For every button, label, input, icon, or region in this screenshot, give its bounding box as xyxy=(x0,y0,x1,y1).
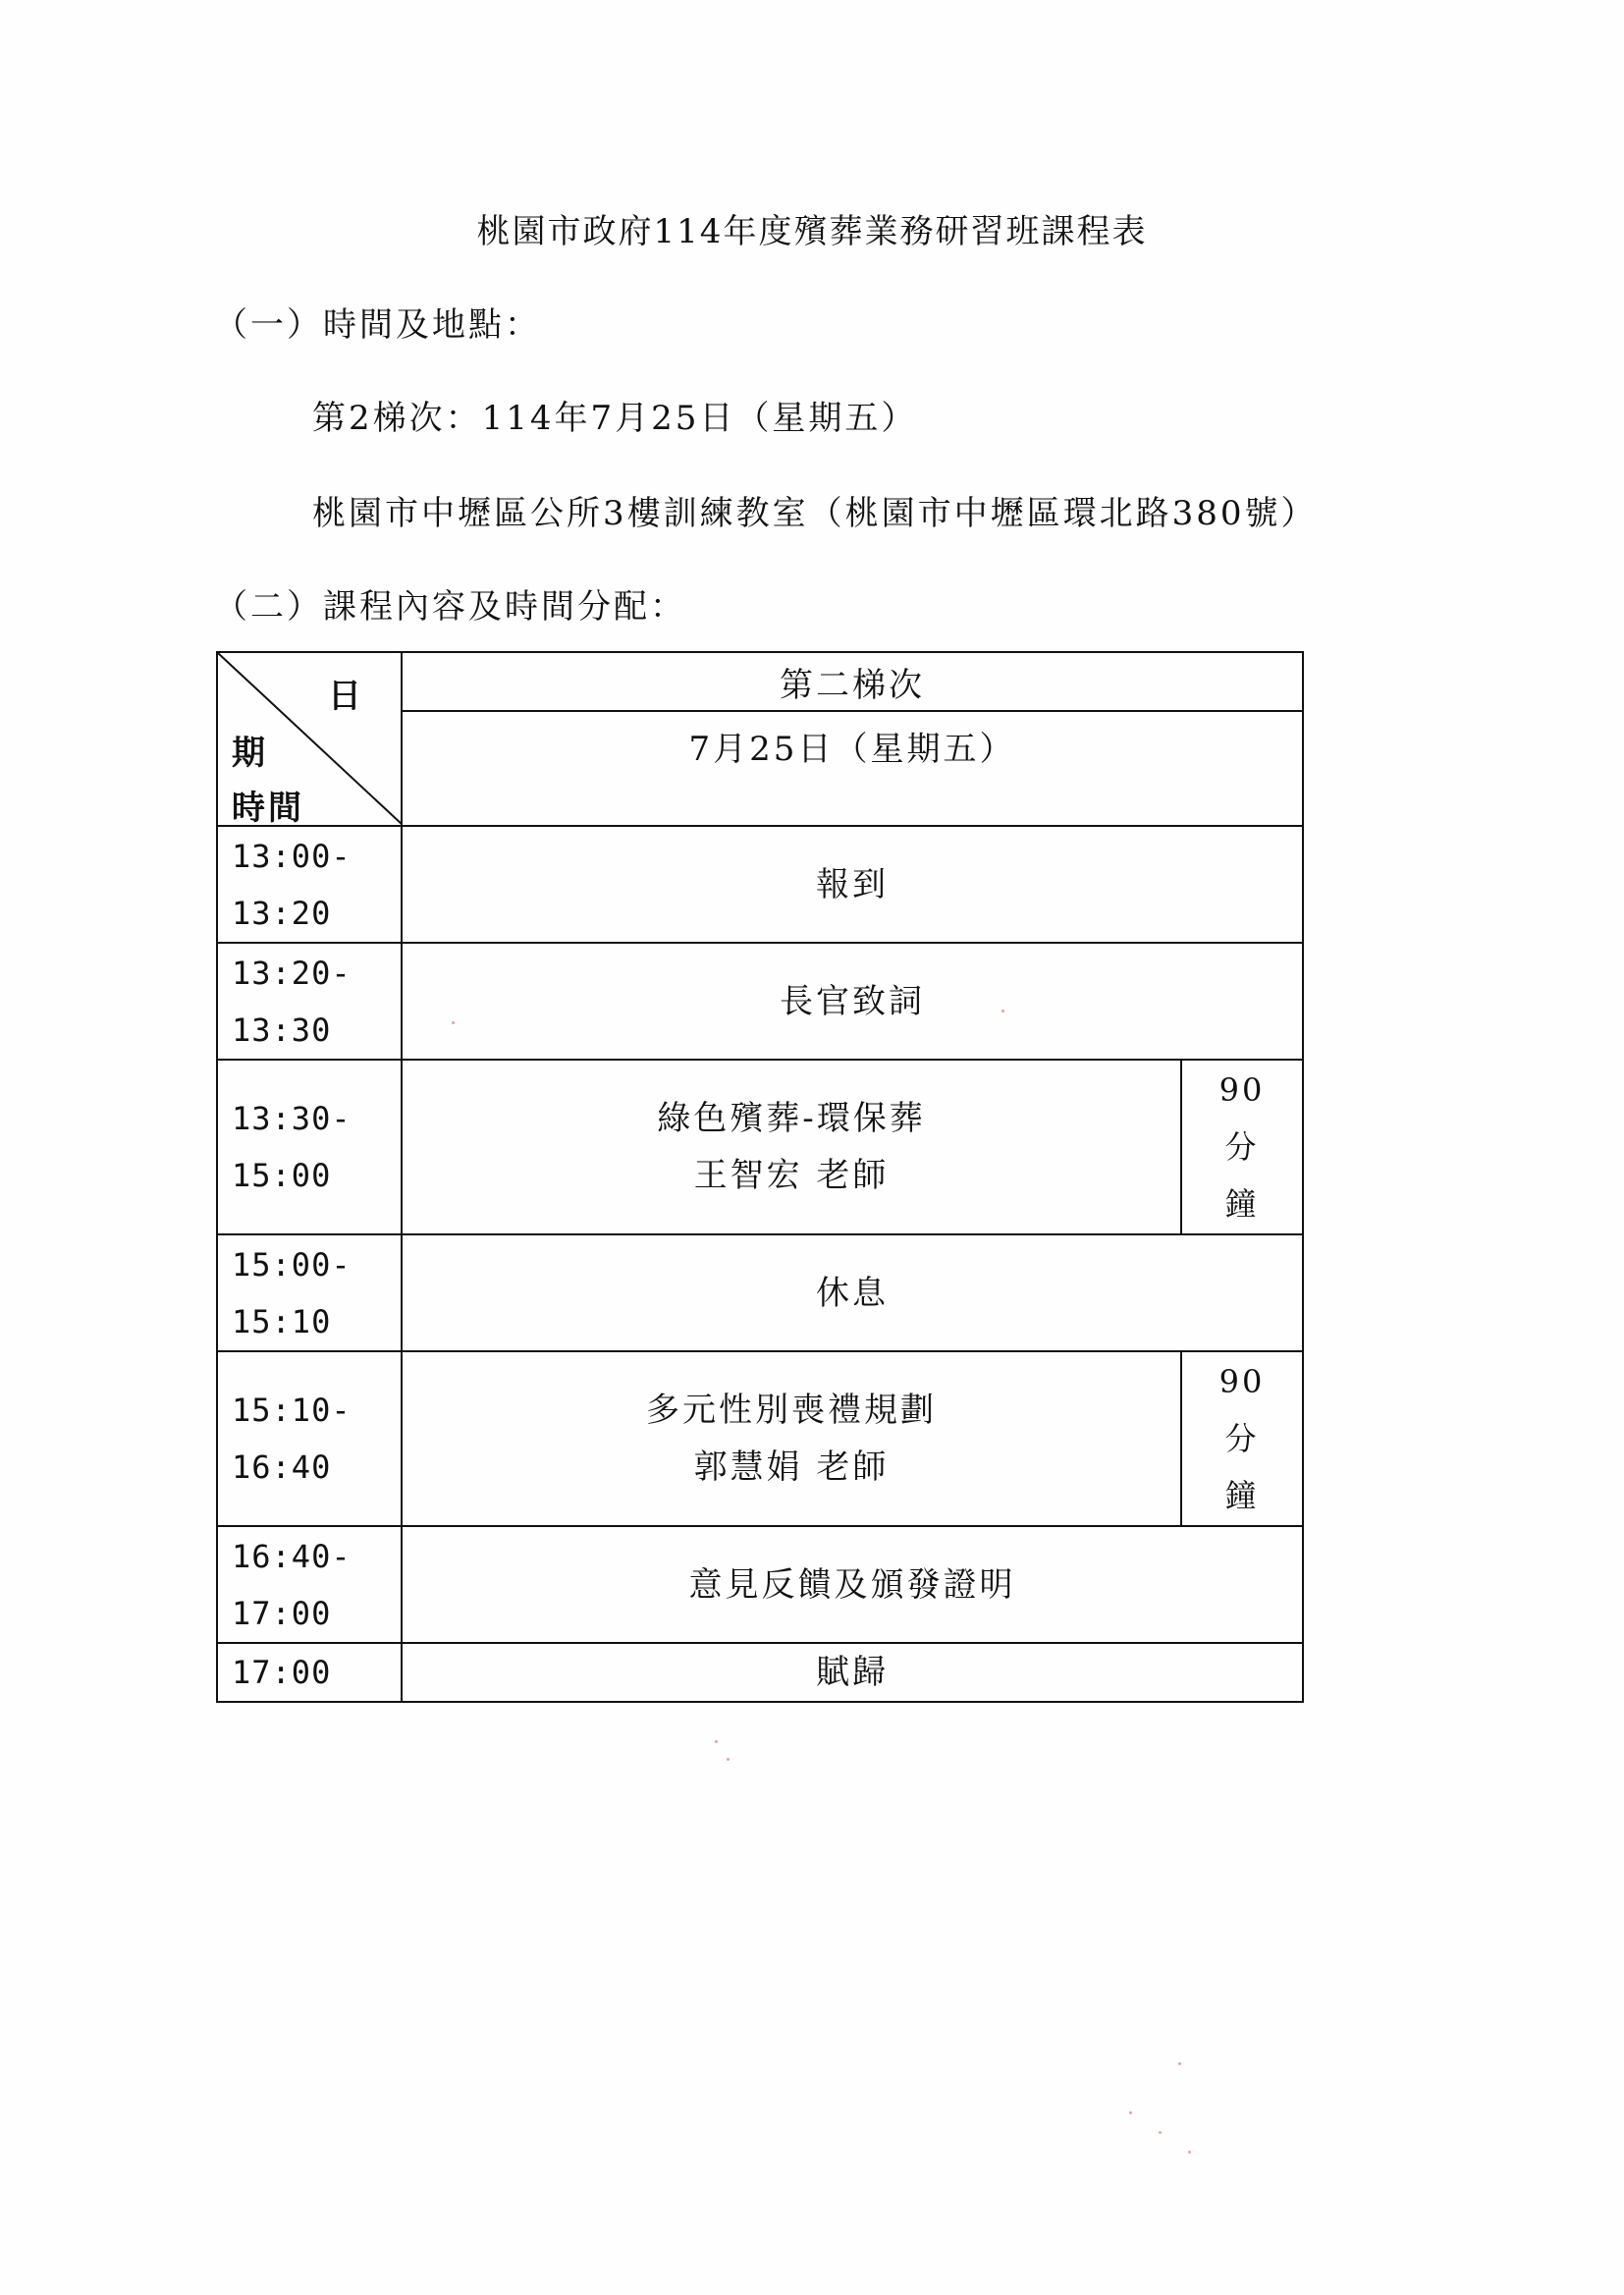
scan-speck xyxy=(1178,2062,1181,2065)
scan-speck xyxy=(1188,2151,1191,2154)
time-start: 17:00 xyxy=(232,1654,332,1691)
table-header-row xyxy=(217,652,1303,711)
time-cell xyxy=(217,1526,402,1643)
batch-header-cell: 第二梯次 xyxy=(402,652,1303,711)
corner-period-char: 期 xyxy=(232,734,268,773)
section1-heading: （一）時間及地點： xyxy=(214,305,541,345)
corner-time-label: 時間 xyxy=(232,789,304,828)
course-title: 綠色殯葬-環保葬 xyxy=(657,1099,926,1138)
time-cell xyxy=(217,1234,402,1351)
table-row xyxy=(217,826,1303,943)
content-cell xyxy=(402,1060,1181,1234)
course-speaker: 郭慧娟 老師 xyxy=(693,1448,890,1487)
time-end: 13:30 xyxy=(232,1011,332,1049)
time-end: 17:00 xyxy=(232,1594,332,1632)
table-row xyxy=(217,1351,1303,1526)
content-cell: 意見反饋及頒發證明 xyxy=(402,1526,1303,1643)
time-start: 13:00- xyxy=(232,837,352,875)
course-speaker: 王智宏 老師 xyxy=(693,1156,890,1195)
time-cell xyxy=(217,1643,402,1702)
time-cell xyxy=(217,1351,402,1526)
table-row xyxy=(217,1643,1303,1702)
table-row xyxy=(217,1526,1303,1643)
time-cell xyxy=(217,826,402,943)
time-start: 16:40- xyxy=(232,1537,352,1575)
scan-speck xyxy=(1129,2111,1132,2114)
time-start: 15:10- xyxy=(232,1392,352,1429)
scan-speck xyxy=(715,1740,718,1743)
table-row xyxy=(217,1234,1303,1351)
time-end: 15:00 xyxy=(232,1157,332,1194)
corner-cell xyxy=(217,652,402,826)
time-end: 13:20 xyxy=(232,894,332,932)
time-end: 15:10 xyxy=(232,1302,332,1340)
time-cell xyxy=(217,1060,402,1234)
content-cell: 報到 xyxy=(402,826,1303,943)
duration-unit-2: 鐘 xyxy=(1224,1477,1260,1514)
duration-number: 90 xyxy=(1218,1071,1266,1109)
scan-speck xyxy=(452,1021,455,1024)
venue-line: 桃園市中壢區公所3樓訓練教室（桃園市中壢區環北路380號） xyxy=(312,494,1318,533)
duration-unit-1: 分 xyxy=(1224,1128,1260,1166)
section2-heading: （二）課程內容及時間分配： xyxy=(214,587,686,627)
duration-cell xyxy=(1181,1060,1303,1234)
scan-speck xyxy=(727,1758,730,1761)
document-title: 桃園市政府114年度殯葬業務研習班課程表 xyxy=(476,212,1148,251)
duration-cell xyxy=(1181,1351,1303,1526)
content-cell: 賦歸 xyxy=(402,1643,1303,1702)
duration-number: 90 xyxy=(1218,1363,1266,1400)
course-title: 多元性別喪禮規劃 xyxy=(646,1391,937,1430)
scan-speck xyxy=(1159,2131,1162,2134)
scan-speck xyxy=(1001,1010,1004,1012)
date-header-cell: 7月25日（星期五） xyxy=(402,711,1303,826)
schedule-table xyxy=(216,651,1304,1703)
table-row xyxy=(217,943,1303,1060)
content-cell: 長官致詞 xyxy=(402,943,1303,1060)
corner-date-char: 日 xyxy=(328,677,364,716)
table-row xyxy=(217,1060,1303,1234)
time-start: 15:00- xyxy=(232,1245,352,1284)
duration-unit-2: 鐘 xyxy=(1224,1185,1260,1223)
batch-date-line: 第2梯次：114年7月25日（星期五） xyxy=(312,399,918,438)
content-cell xyxy=(402,1351,1181,1526)
time-end: 16:40 xyxy=(232,1448,332,1486)
time-start: 13:20- xyxy=(232,954,352,992)
content-cell: 休息 xyxy=(402,1234,1303,1351)
time-cell xyxy=(217,943,402,1060)
time-start: 13:30- xyxy=(232,1100,352,1137)
duration-unit-1: 分 xyxy=(1224,1420,1260,1457)
